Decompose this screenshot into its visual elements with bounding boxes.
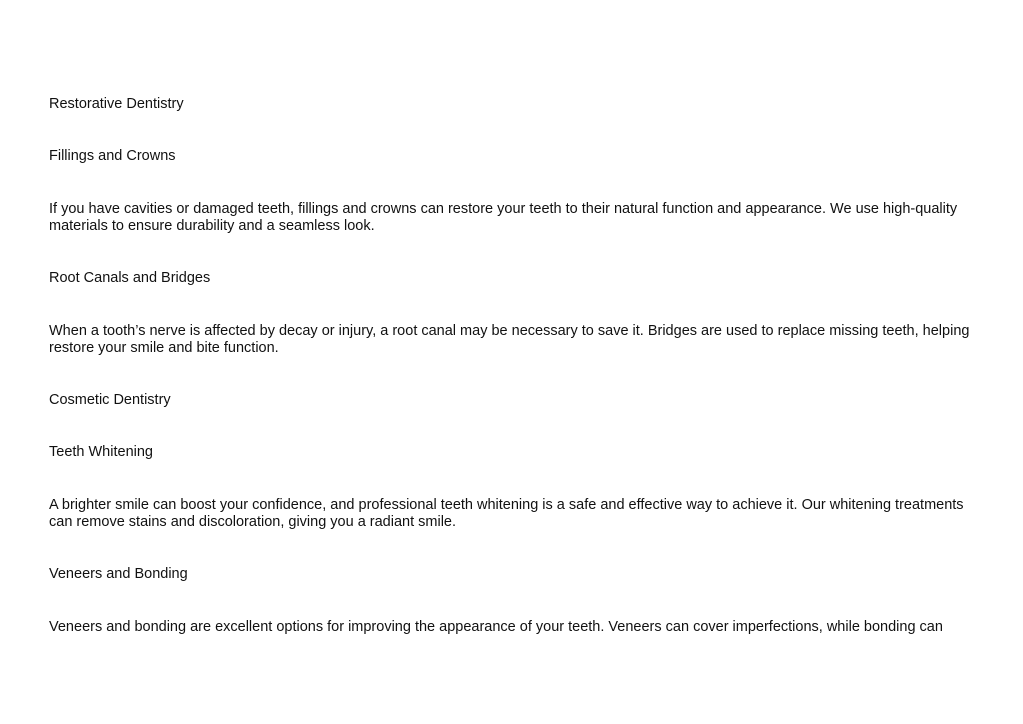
- heading-text: Cosmetic Dentistry: [49, 392, 171, 408]
- paragraph-root-canals-bridges: [49, 323, 984, 357]
- subheading-root-canals-bridges: [49, 270, 984, 287]
- paragraph-veneers-bonding: [49, 619, 984, 636]
- section-heading-restorative: [49, 96, 984, 113]
- paragraph-teeth-whitening: [49, 497, 984, 531]
- subheading-veneers-bonding: [49, 566, 984, 583]
- paragraph-text: Veneers and bonding are excellent options for improving the appearance of your teeth. Veneers can cover imperfections, while bonding can: [49, 619, 943, 635]
- subheading-teeth-whitening: [49, 444, 984, 461]
- subheading-text: Fillings and Crowns: [49, 148, 176, 164]
- paragraph-text: If you have cavities or damaged teeth, fillings and crowns can restore your teeth to their natural function and appearance. We use high-quality materials to ensure durability and a seamless look.: [49, 201, 958, 234]
- subheading-text: Teeth Whitening: [49, 444, 153, 460]
- section-heading-cosmetic: [49, 392, 984, 409]
- subheading-text: Root Canals and Bridges: [49, 270, 211, 286]
- paragraph-text: When a tooth’s nerve is affected by decay or injury, a root canal may be necessary to save it. Bridges are used to replace missing teeth, helping restore your smile and bite function.: [49, 323, 970, 356]
- paragraph-text: A brighter smile can boost your confidence, and professional teeth whitening is a safe and effective way to achieve it. Our whitening treatments can remove stains and discoloration, giving you a radiant smile.: [49, 497, 964, 530]
- subheading-text: Veneers and Bonding: [49, 566, 188, 582]
- paragraph-fillings-crowns: [49, 201, 984, 235]
- heading-text: Restorative Dentistry: [49, 96, 184, 112]
- subheading-fillings-crowns: [49, 148, 984, 165]
